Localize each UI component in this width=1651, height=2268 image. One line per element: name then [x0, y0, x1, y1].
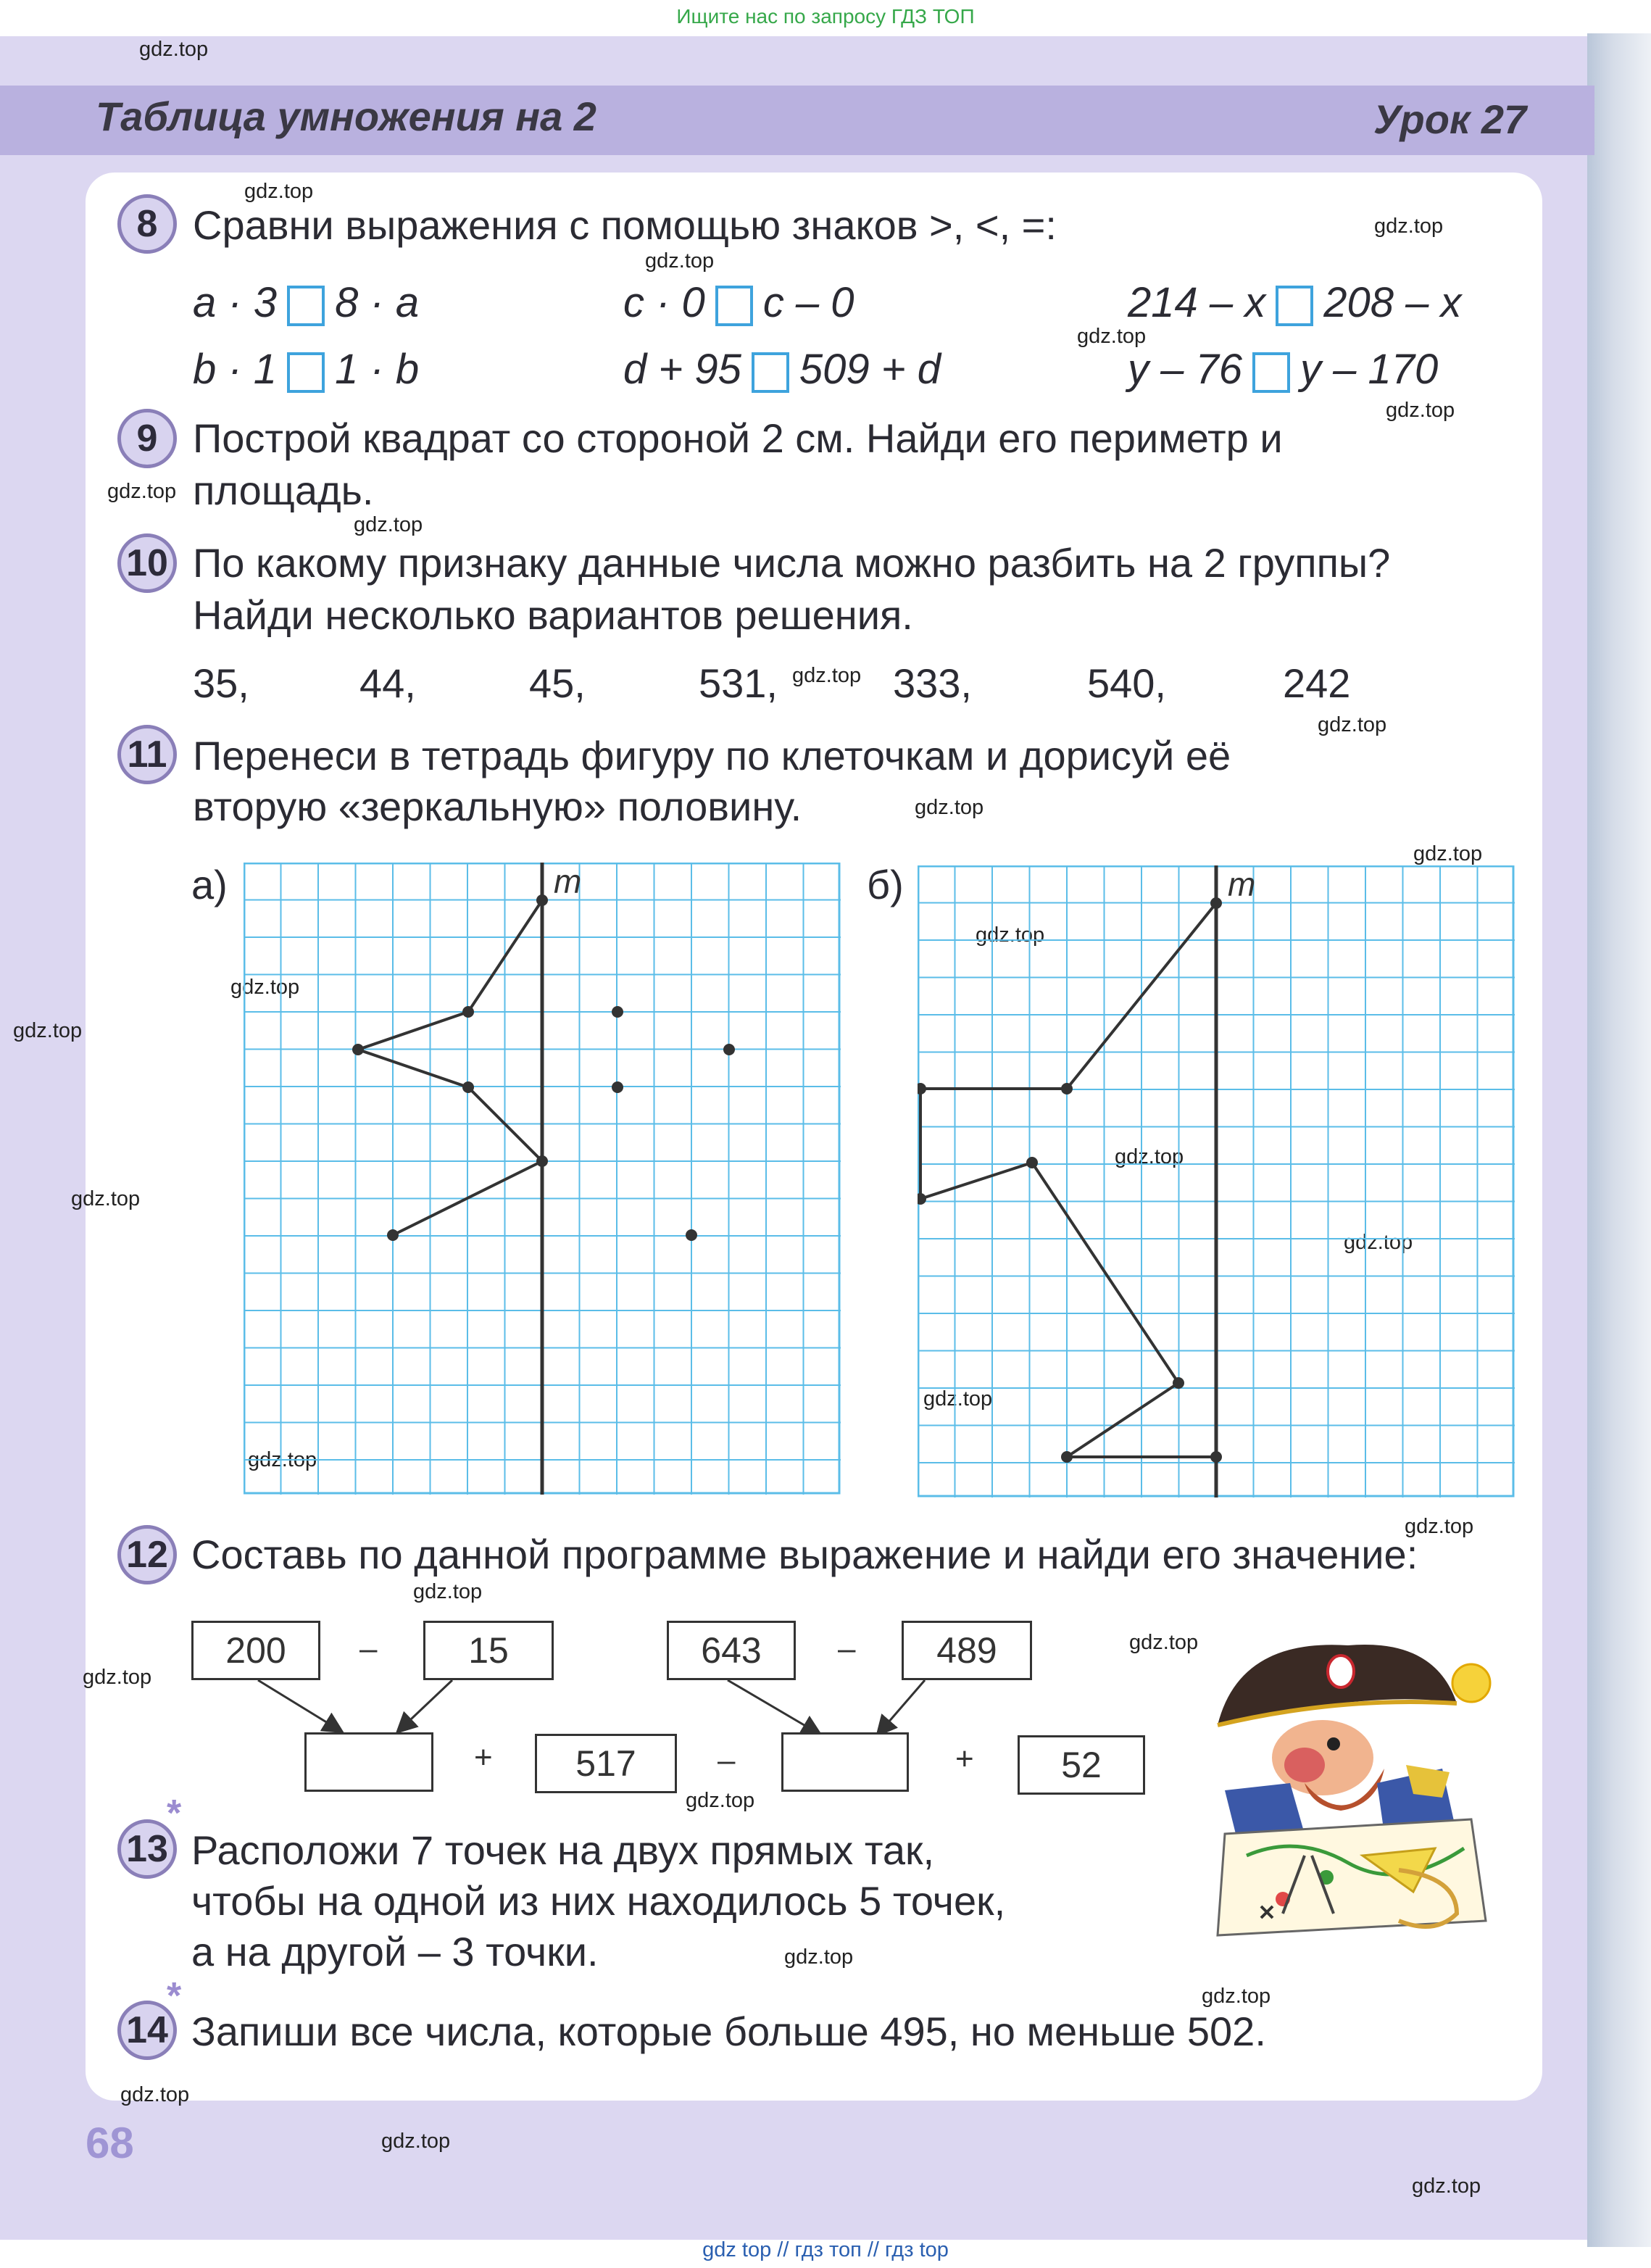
page-number: 68: [86, 2119, 134, 2167]
bottom-links[interactable]: gdz top // гдз топ // гдз top: [702, 2238, 949, 2261]
number-item: 333,: [893, 660, 972, 706]
number-item: 35,: [193, 660, 249, 706]
task-number-13: 13: [117, 1819, 177, 1879]
compare-answer-box[interactable]: [287, 286, 325, 326]
number-item: 531,: [699, 660, 778, 706]
task-number-11: 11: [117, 725, 177, 784]
number-item: 242: [1283, 660, 1351, 706]
watermark: gdz.top: [1318, 713, 1387, 736]
compare-left: d + 95: [623, 346, 741, 393]
grid-a: [244, 863, 841, 1495]
compare-item: [623, 278, 854, 327]
star-icon: *: [167, 1975, 182, 2017]
task-12-text: Составь по данной программе выражение и найди его значение:: [191, 1532, 1418, 1577]
watermark: gdz.top: [244, 180, 314, 203]
watermark: gdz.top: [645, 249, 715, 273]
task-13-line2: чтобы на одной из них находилось 5 точек,: [191, 1878, 1006, 1924]
compare-right: 1 · b: [335, 346, 420, 393]
program-box-15: 15: [423, 1621, 554, 1680]
point: [536, 1155, 548, 1167]
compare-left: 214 – x: [1128, 279, 1266, 326]
point: [536, 894, 548, 906]
program-box-517: 517: [535, 1734, 677, 1793]
compare-answer-box[interactable]: [715, 286, 753, 326]
compare-item: [623, 345, 941, 394]
point: [723, 1044, 735, 1055]
compare-item: [193, 278, 419, 327]
task-number-14: 14: [117, 2001, 177, 2060]
program-op: +: [474, 1740, 493, 1775]
number-item: 540,: [1087, 660, 1166, 706]
program-result-box[interactable]: [304, 1732, 433, 1792]
compare-left: a · 3: [193, 279, 278, 326]
watermark: gdz.top: [381, 2130, 451, 2153]
watermark: gdz.top: [83, 1666, 152, 1689]
watermark: gdz.top: [1344, 1231, 1413, 1254]
task-9-line2: площадь.: [193, 468, 374, 513]
compare-right: 208 – x: [1323, 279, 1462, 326]
number-item: 44,: [359, 660, 416, 706]
watermark: gdz.top: [1413, 842, 1483, 865]
star-icon: *: [167, 1793, 182, 1835]
watermark: gdz.top: [1405, 1515, 1474, 1538]
watermark: gdz.top: [107, 480, 177, 503]
watermark: gdz.top: [1374, 215, 1444, 238]
watermark: gdz.top: [230, 976, 300, 999]
compare-item: [1128, 345, 1438, 394]
watermark: gdz.top: [1412, 2174, 1481, 2198]
compare-left: y – 76: [1128, 346, 1242, 393]
task-8-text: Сравни выражения с помощью знаков >, <, =:: [193, 202, 1057, 248]
axis-label-b: m: [1228, 865, 1256, 903]
program-box-489: 489: [902, 1621, 1032, 1680]
watermark: gdz.top: [976, 923, 1045, 947]
page-title: Таблица умножения на 2: [96, 94, 596, 139]
point: [1173, 1377, 1184, 1389]
lesson-label: Урок 27: [1373, 96, 1527, 142]
axis-label-a: m: [554, 863, 582, 900]
pirate-illustration: [1196, 1616, 1500, 1957]
watermark: gdz.top: [686, 1789, 755, 1812]
point: [612, 1081, 623, 1093]
task-10-line1: По какому признаку данные числа можно разбить на 2 группы?: [193, 540, 1391, 586]
compare-item: [1128, 278, 1462, 327]
program-result-box[interactable]: [781, 1732, 909, 1792]
grid-b-label: б): [867, 862, 904, 907]
watermark: gdz.top: [923, 1387, 993, 1411]
point: [1210, 1451, 1222, 1463]
task-number-8: 8: [117, 194, 177, 254]
task-9-line1: Построй квадрат со стороной 2 см. Найди его периметр и: [193, 415, 1283, 461]
page-edge: [1587, 29, 1651, 2247]
point: [462, 1006, 474, 1018]
program-op: –: [359, 1631, 378, 1666]
compare-answer-box[interactable]: [752, 352, 789, 393]
task-10-line2: Найди несколько вариантов решения.: [193, 592, 913, 638]
watermark: gdz.top: [354, 513, 423, 536]
task-number-10: 10: [117, 533, 177, 593]
point: [1061, 1083, 1073, 1094]
compare-right: c – 0: [762, 279, 854, 326]
figure-a-half: [358, 900, 542, 1235]
point: [387, 1229, 399, 1241]
watermark: gdz.top: [413, 1580, 483, 1603]
compare-answer-box[interactable]: [287, 352, 325, 393]
point: [1210, 897, 1222, 909]
program-box-643: 643: [667, 1621, 796, 1680]
watermark: gdz.top: [1077, 325, 1147, 348]
task-11-line2: вторую «зеркальную» половину.: [193, 784, 802, 829]
watermark: gdz.top: [120, 2083, 190, 2106]
compare-left: c · 0: [623, 279, 705, 326]
top-banner[interactable]: Ищите нас по запросу ГДЗ ТОП: [0, 0, 1651, 33]
point: [918, 1193, 926, 1205]
task-number-12: 12: [117, 1525, 177, 1584]
point: [918, 1083, 926, 1094]
program-op: –: [718, 1742, 736, 1778]
compare-right: 509 + d: [799, 346, 941, 393]
program-box-52: 52: [1018, 1735, 1145, 1795]
task-number-9: 9: [117, 409, 177, 468]
task-11-line1: Перенеси в тетрадь фигуру по клеточкам и дорисуй её: [193, 733, 1231, 778]
compare-right: 8 · a: [335, 279, 420, 326]
program-box-200: 200: [191, 1621, 320, 1680]
watermark: gdz.top: [792, 664, 862, 687]
program-op: –: [838, 1631, 856, 1666]
watermark: gdz.top: [784, 1945, 854, 1969]
point: [1061, 1451, 1073, 1463]
task-13-line1: Расположи 7 точек на двух прямых так,: [191, 1827, 935, 1873]
watermark: gdz.top: [1129, 1631, 1199, 1654]
compare-item: [193, 345, 419, 394]
figure-b-half: [920, 903, 1216, 1457]
point: [352, 1044, 364, 1055]
number-item: 45,: [529, 660, 586, 706]
watermark: gdz.top: [13, 1019, 83, 1042]
grid-b: [918, 865, 1515, 1498]
point: [686, 1229, 697, 1241]
watermark: gdz.top: [139, 38, 209, 61]
watermark: gdz.top: [248, 1448, 317, 1471]
point: [1026, 1157, 1038, 1168]
compare-answer-box[interactable]: [1276, 286, 1313, 326]
task-13-line3: а на другой – 3 точки.: [191, 1929, 599, 1974]
grid-a-label: а): [191, 862, 228, 907]
point: [612, 1006, 623, 1018]
program-op: +: [955, 1741, 974, 1777]
point: [462, 1081, 474, 1093]
compare-right: y – 170: [1300, 346, 1439, 393]
compare-left: b · 1: [193, 346, 278, 393]
task-14-text: Запиши все числа, которые больше 495, но меньше 502.: [191, 2009, 1266, 2054]
watermark: gdz.top: [915, 796, 984, 819]
watermark: gdz.top: [1115, 1145, 1184, 1168]
watermark: gdz.top: [71, 1187, 141, 1210]
watermark: gdz.top: [1386, 399, 1455, 422]
watermark: gdz.top: [1202, 1985, 1271, 2008]
compare-answer-box[interactable]: [1252, 352, 1290, 393]
